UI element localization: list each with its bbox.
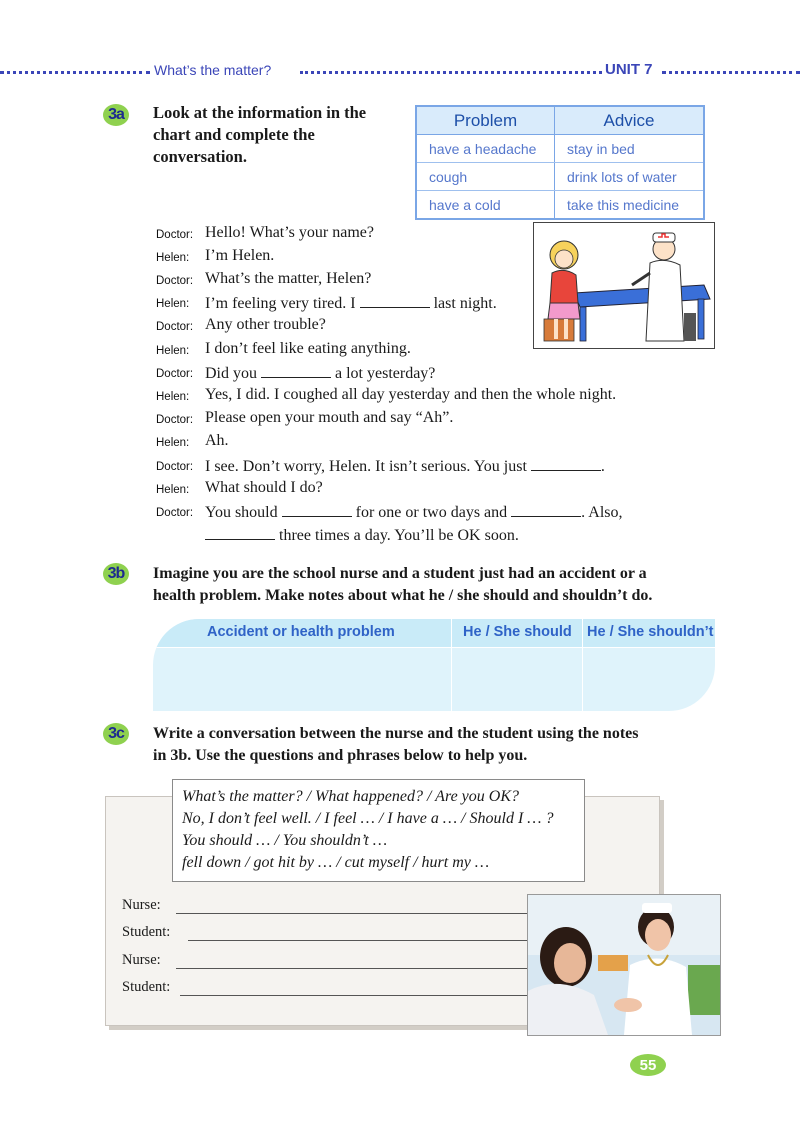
dialogue-text bbox=[205, 224, 374, 242]
instruction-3a bbox=[153, 102, 366, 168]
answer-blank[interactable] bbox=[282, 502, 352, 517]
speaker-label: Helen: bbox=[156, 345, 190, 357]
dialogue-line bbox=[0, 432, 700, 455]
header-unit: UNIT 7 bbox=[602, 61, 656, 78]
dialogue-text bbox=[205, 432, 229, 450]
instruction-3c-line: in 3b. Use the questions and phrases below to help you. bbox=[153, 747, 528, 764]
speaker-label: Helen: bbox=[156, 391, 190, 403]
header-dots-left bbox=[0, 71, 150, 74]
notes-column-divider bbox=[582, 619, 583, 711]
speaker-label: Doctor: bbox=[156, 321, 194, 333]
header-dots-right bbox=[662, 71, 800, 74]
dialogue-text bbox=[205, 525, 519, 545]
speaker-label: Doctor: bbox=[156, 507, 194, 519]
dialogue-line bbox=[0, 409, 700, 432]
dialogue-text bbox=[205, 316, 326, 334]
notes-header-problem: Accident or health problem bbox=[207, 624, 395, 640]
answer-blank[interactable] bbox=[360, 293, 430, 308]
chart-header-problem: Problem bbox=[417, 107, 555, 135]
notes-table bbox=[153, 619, 715, 711]
dialogue-part: What should I do? bbox=[205, 479, 323, 496]
notes-column-divider bbox=[451, 619, 452, 711]
dialogue-text bbox=[205, 409, 453, 427]
writing-rule bbox=[176, 968, 562, 969]
phrase-line: You should … / You shouldn’t … bbox=[182, 832, 388, 849]
notes-cell-should[interactable] bbox=[455, 651, 579, 707]
doctor-patient-drawing bbox=[534, 223, 714, 348]
speaker-label: Helen: bbox=[156, 484, 190, 496]
notes-cell-problem[interactable] bbox=[157, 651, 447, 707]
writing-line[interactable] bbox=[122, 924, 562, 944]
dialogue-part: Yes, I did. I coughed all day yesterday and then the whole night. bbox=[205, 386, 617, 403]
dialogue-line bbox=[0, 456, 700, 479]
dialogue-part: Hello! What’s your name? bbox=[205, 224, 374, 241]
dialogue-part: Any other trouble? bbox=[205, 316, 326, 333]
answer-blank[interactable] bbox=[261, 363, 331, 378]
dialogue-part: What’s the matter, Helen? bbox=[205, 270, 372, 287]
speaker-label: Doctor: bbox=[156, 368, 194, 380]
notes-header-shouldnt: He / She shouldn’t bbox=[587, 624, 714, 640]
dialogue-line bbox=[0, 502, 700, 525]
dialogue-text bbox=[205, 247, 274, 265]
writing-rule bbox=[176, 913, 562, 914]
instruction-3b-line: health problem. Make notes about what he / she should and shouldn’t do. bbox=[153, 587, 653, 604]
writing-rule bbox=[188, 940, 562, 941]
dialogue-part: You should bbox=[205, 504, 278, 521]
header-dots-middle bbox=[300, 71, 602, 74]
writing-line[interactable] bbox=[122, 979, 562, 999]
chart-row bbox=[417, 135, 703, 163]
dialogue-part: I’m feeling very tired. I bbox=[205, 295, 356, 312]
chart-cell-advice: stay in bed bbox=[555, 135, 704, 163]
dialogue-part: . bbox=[600, 458, 605, 475]
chart-header-advice: Advice bbox=[555, 107, 704, 135]
chart-row bbox=[417, 163, 703, 191]
dialogue-text bbox=[205, 270, 371, 288]
dialogue-part: a lot yesterday? bbox=[331, 365, 436, 382]
writing-rule bbox=[180, 995, 562, 996]
dialogue-part: I’m Helen. bbox=[205, 247, 275, 264]
speaker-label: Doctor: bbox=[156, 414, 194, 426]
speaker-label: Doctor: bbox=[156, 461, 194, 473]
role-label: Nurse: bbox=[122, 897, 161, 913]
dialogue-text bbox=[205, 502, 622, 522]
instruction-3b-line: Imagine you are the school nurse and a student just had an accident or a bbox=[153, 565, 647, 582]
dialogue-part: . Also, bbox=[581, 504, 623, 521]
dialogue-line bbox=[0, 525, 700, 548]
dialogue-line bbox=[0, 386, 700, 409]
phrase-line: What’s the matter? / What happened? / Are you OK? bbox=[182, 788, 519, 805]
instruction-3a-line: conversation. bbox=[153, 147, 247, 166]
dialogue-part: Ah. bbox=[205, 432, 229, 449]
chart-cell-advice: drink lots of water bbox=[555, 163, 704, 191]
writing-line[interactable] bbox=[122, 952, 562, 972]
answer-blank[interactable] bbox=[511, 502, 581, 517]
notes-header-should: He / She should bbox=[463, 624, 572, 640]
dialogue-text bbox=[205, 363, 435, 383]
answer-blank[interactable] bbox=[531, 456, 601, 471]
dialogue-text bbox=[205, 456, 605, 476]
speaker-label: Helen: bbox=[156, 252, 190, 264]
speaker-label: Helen: bbox=[156, 298, 190, 310]
dialogue-part: Please open your mouth and say “Ah”. bbox=[205, 409, 454, 426]
instruction-3a-line: chart and complete the bbox=[153, 125, 315, 144]
dialogue-line bbox=[0, 363, 700, 386]
chart-cell-problem: have a cold bbox=[417, 191, 555, 219]
dialogue-part: Did you bbox=[205, 365, 257, 382]
dialogue-part: last night. bbox=[429, 295, 497, 312]
speaker-label: Doctor: bbox=[156, 229, 194, 241]
dialogue-text bbox=[205, 386, 616, 404]
chart-row bbox=[417, 191, 703, 219]
dialogue-part: I don’t feel like eating anything. bbox=[205, 340, 411, 357]
chart-cell-problem: have a headache bbox=[417, 135, 555, 163]
problem-advice-chart bbox=[415, 105, 705, 220]
phrase-line: No, I don’t feel well. / I feel … / I have a … / Should I … ? bbox=[182, 810, 554, 827]
speaker-label: Helen: bbox=[156, 437, 190, 449]
dialogue-part: three times a day. You’ll be OK soon. bbox=[275, 527, 519, 544]
badge-3b: 3b bbox=[103, 563, 129, 585]
dialogue-text bbox=[205, 479, 323, 497]
instruction-3c bbox=[153, 723, 638, 767]
instruction-3a-line: Look at the information in the bbox=[153, 103, 367, 122]
phrase-box bbox=[172, 779, 585, 882]
page-number: 55 bbox=[630, 1054, 666, 1076]
dialogue-part: for one or two days and bbox=[351, 504, 508, 521]
role-label: Student: bbox=[122, 924, 171, 940]
instruction-3c-line: Write a conversation between the nurse and the student using the notes bbox=[153, 725, 639, 742]
badge-3a: 3a bbox=[103, 104, 129, 126]
badge-3c: 3c bbox=[103, 723, 129, 745]
role-label: Student: bbox=[122, 979, 171, 995]
speaker-label: Doctor: bbox=[156, 275, 194, 287]
chart-cell-problem: cough bbox=[417, 163, 555, 191]
instruction-3b bbox=[153, 563, 652, 607]
phrase-line: fell down / got hit by … / cut myself / hurt my … bbox=[182, 854, 490, 871]
doctor-patient-illustration bbox=[533, 222, 715, 349]
nurse-student-photo bbox=[527, 894, 721, 1036]
dialogue-line bbox=[0, 479, 700, 502]
dialogue-text bbox=[205, 293, 497, 313]
header-title: What’s the matter? bbox=[151, 62, 274, 78]
chart-cell-advice: take this medicine bbox=[567, 196, 680, 213]
answer-blank[interactable] bbox=[205, 525, 275, 540]
dialogue-text bbox=[205, 340, 411, 358]
role-label: Nurse: bbox=[122, 952, 161, 968]
notes-cell-shouldnt[interactable] bbox=[586, 651, 710, 707]
writing-line[interactable] bbox=[122, 897, 562, 917]
nurse-student-picture bbox=[528, 895, 720, 1035]
dialogue-part: I see. Don’t worry, Helen. It isn’t serious. You just bbox=[205, 458, 527, 475]
